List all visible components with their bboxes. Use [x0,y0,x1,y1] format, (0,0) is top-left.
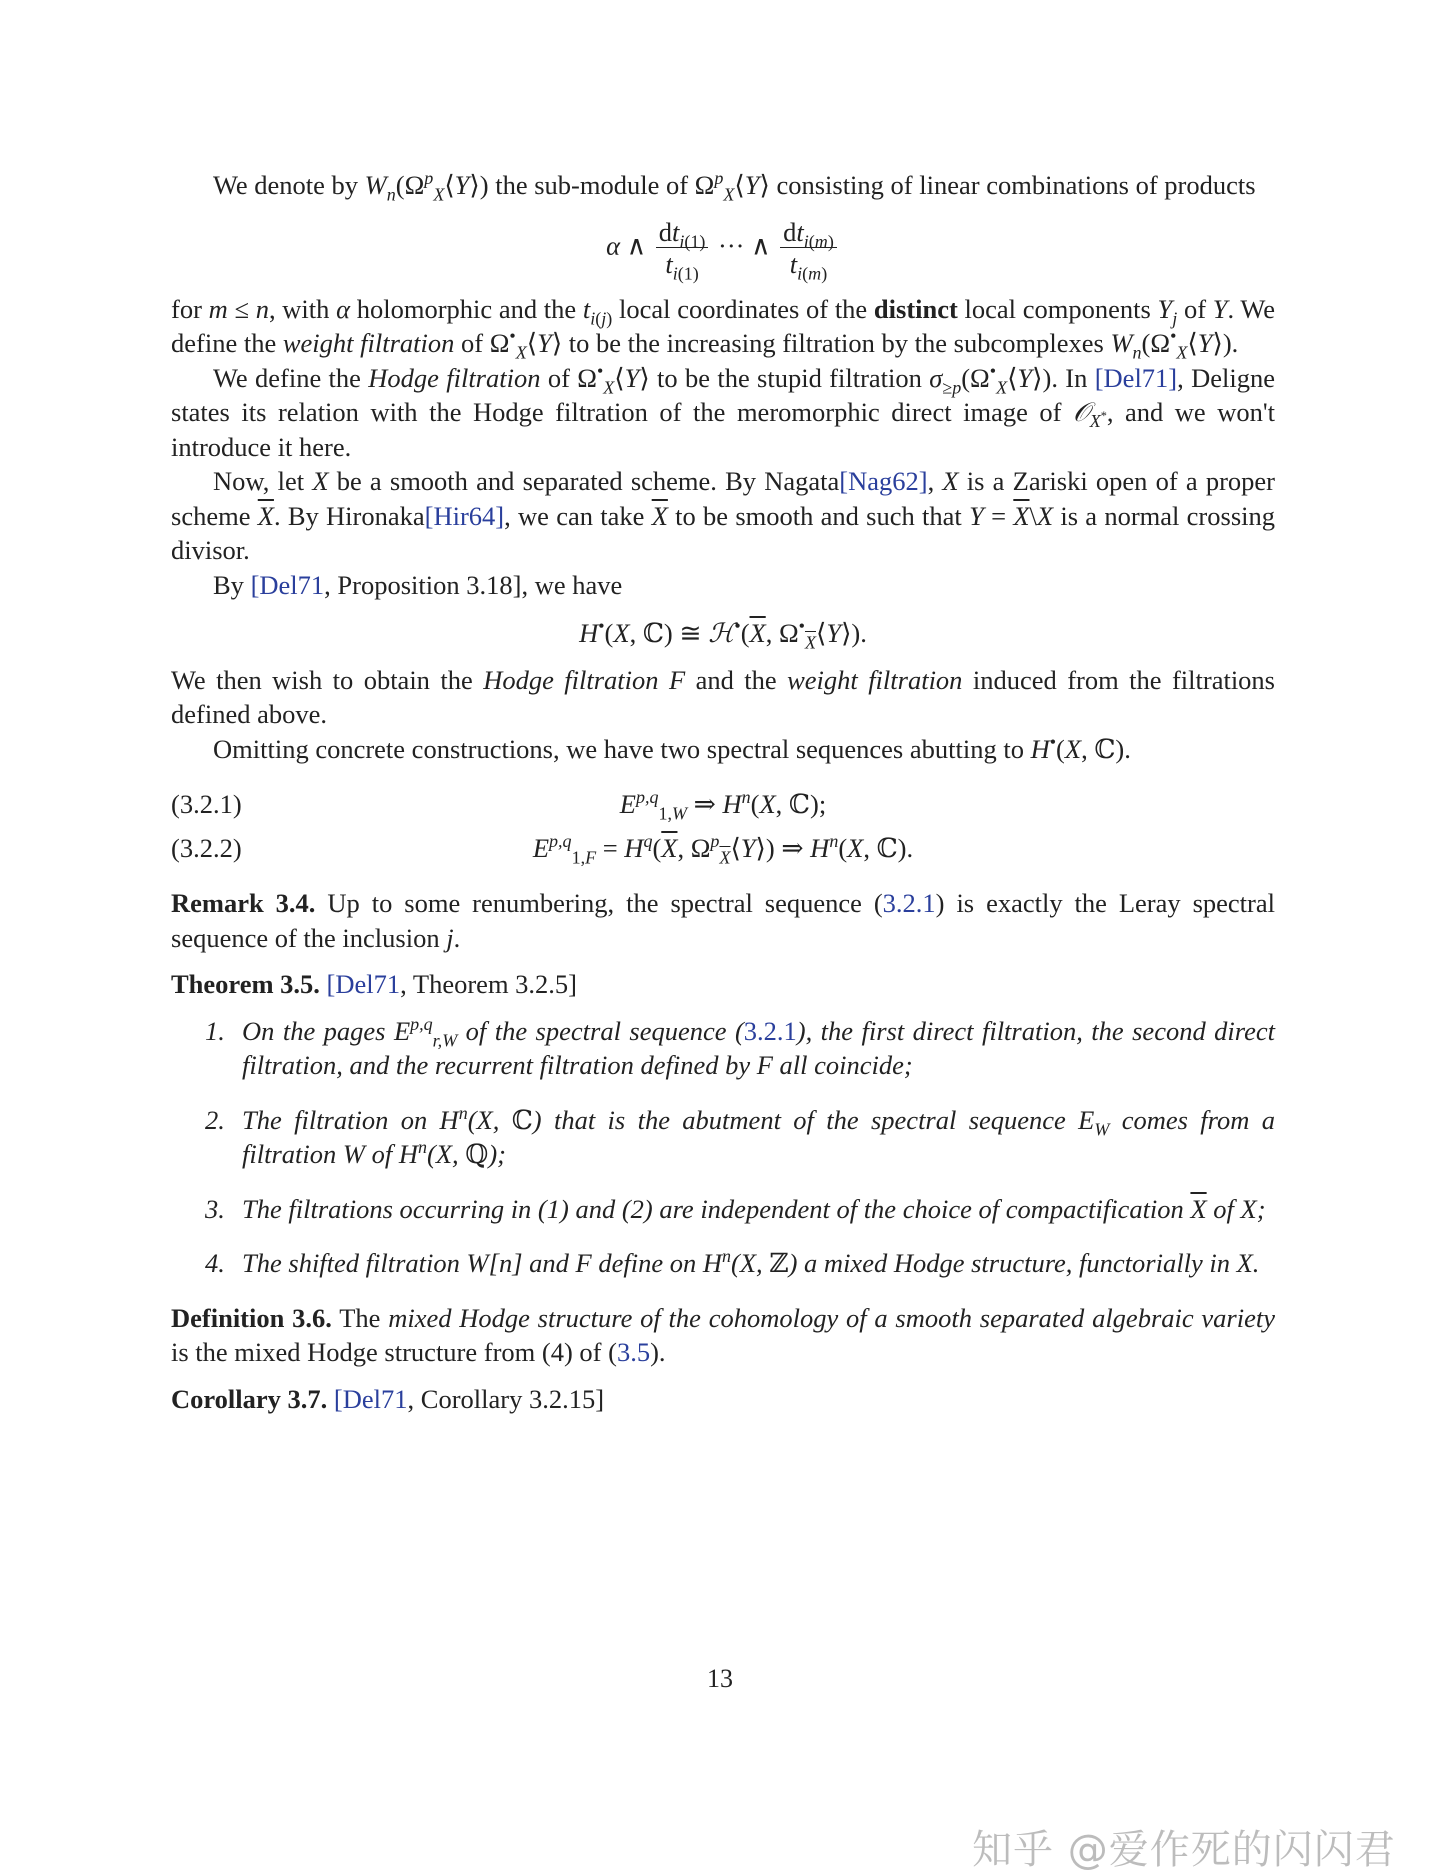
remark-3-4: Remark 3.4. Up to some renumbering, the spectral sequence (3.2.1) is exactly the Leray spectral sequence of the inclusion j. [171,888,1275,953]
display-product-formula: α ∧ $\frac{dt_{i(1)}}{t_{i(1)}}$ ··· ∧ $\frac{dt_{i(m)}}{t_{i(m)}}$ [171,217,1275,280]
equation-3-2-1: (3.2.1) E$^{p,q}_{1,W}$ ⇒ $H^n(X$, ℂ); [171,782,1275,826]
bold-distinct: distinct [873,293,958,324]
ref-3-5[interactable]: 3.5 [616,1337,651,1367]
equation-label: (3.2.2) [171,833,242,863]
paper-body [171,168,1275,1416]
paragraph-filtrations-goal: We then wish to obtain the Hodge filtration F and the weight filtration induced from the filtrations defined above. [171,664,1275,729]
theorem-item-3: 3. The filtrations occurring in (1) and (2) are independent of the choice of compactification $\overline{X}$ of X; [205,1193,1266,1224]
watermark: 知乎 @爱作死的闪闪君 [972,1827,1396,1873]
paragraph-spectral-sequences: Omitting concrete constructions, we have two spectral sequences abutting to H•(X, ℂ). [213,731,1131,764]
display-cohomology-iso: H•(X, ℂ) ≅ $ℋ^•(\overline{X}$, $\Omega^•_{\overline{X}}⟨Y⟩$). [579,616,867,653]
equation-label: (3.2.1) [171,789,242,819]
theorem-item-1: 1. On the pages E$^{p,q}_{r,W}$ of the spectral sequence (3.2.1), the first direct filtration, the second direct filtration, and the recurrent filtration defined by F all coincide; [205,1013,1275,1080]
theorem-3-5-head: Theorem 3.5. [Del71, Theorem 3.2.5] [171,969,578,999]
theorem-item-2: 2. The filtration on $H^n(X$, ℂ) that is the abutment of the spectral sequence $E_W$ comes from a filtration W of $H^n(X$, ℚ); [205,1102,1275,1169]
ref-3-2-1[interactable]: 3.2.1 [882,888,936,918]
paragraph-compactification: Now, let X be a smooth and separated scheme. By Nagata[Nag62], X is a Zariski open of a proper scheme $\overline{X}$. By Hironaka[Hir64], we can take $\overline{X}$ to be smooth and such that $Y = \overline{X}\backslash X$ is a normal crossing divisor. [171,466,1276,565]
remark-head: Remark 3.4. [171,888,316,918]
ref-3-2-1-item[interactable]: 3.2.1 [743,1015,797,1046]
paragraph-proposition-ref: By [Del71, Proposition 3.18], we have [213,569,623,600]
citation-del71[interactable]: [Del71] [1094,362,1178,393]
theorem-item-4: 4. The shifted filtration W[n] and F define on $H^n(X$, ℤ) a mixed Hodge structure, functorially in X. [205,1246,1260,1278]
definition-3-6: Definition 3.6. The mixed Hodge structure of the cohomology of a smooth separated algebraic variety is the mixed Hodge structure from (4) of (3.5). [171,1302,1275,1367]
corollary-3-7: Corollary 3.7. [Del71, Corollary 3.2.15] [171,1383,605,1414]
corollary-head: Corollary 3.7. [171,1383,328,1414]
citation-hir64[interactable]: [Hir64] [424,500,505,531]
definition-head: Definition 3.6. [171,1302,332,1333]
paragraph-weight-filtration: for m ≤ n, with α holomorphic and the $t_{i(j)}$ local coordinates of the distinct local components $Y_j$ of Y. We define the weight filtration of $\Omega^•_X⟨Y⟩$ to be the increasing filtration by the subcomplexes $W_n(\Omega^•_X⟨Y⟩)$. [171,293,1276,363]
citation-del71-prop[interactable]: [Del71 [250,569,325,600]
equation-3-2-2: (3.2.2) $E^{p,q}_{1,F} = H^q(\overline{X}$, $\Omega^p_{\overline{X}}⟨Y⟩$) ⇒ $H^n(X$, ℂ). [171,826,1275,870]
paragraph-weight-submodule: We denote by $W_n(\Omega^p_X⟨Y⟩)$ the sub-module of $\Omega^p_X⟨Y⟩$ consisting of linear combinations of products [213,168,1256,205]
citation-del71-cor[interactable]: [Del71 [333,1383,408,1414]
page-number: 13 [707,1664,733,1693]
citation-del71-thm[interactable]: [Del71 [326,969,401,999]
theorem-head: Theorem 3.5. [171,969,320,999]
citation-nag62[interactable]: [Nag62] [839,466,928,496]
paragraph-hodge-filtration: We define the Hodge filtration of $\Omega^•_X⟨Y⟩$ to be the stupid filtration $\sigma_{\ge p}(\Omega^•_X⟨Y⟩)$. In [Del71], Deligne states its relation with the Hodge filtration of the meromorphic direct image of 𝒪$_{X^*}$, and we won't introduce it here. [171,360,1276,462]
